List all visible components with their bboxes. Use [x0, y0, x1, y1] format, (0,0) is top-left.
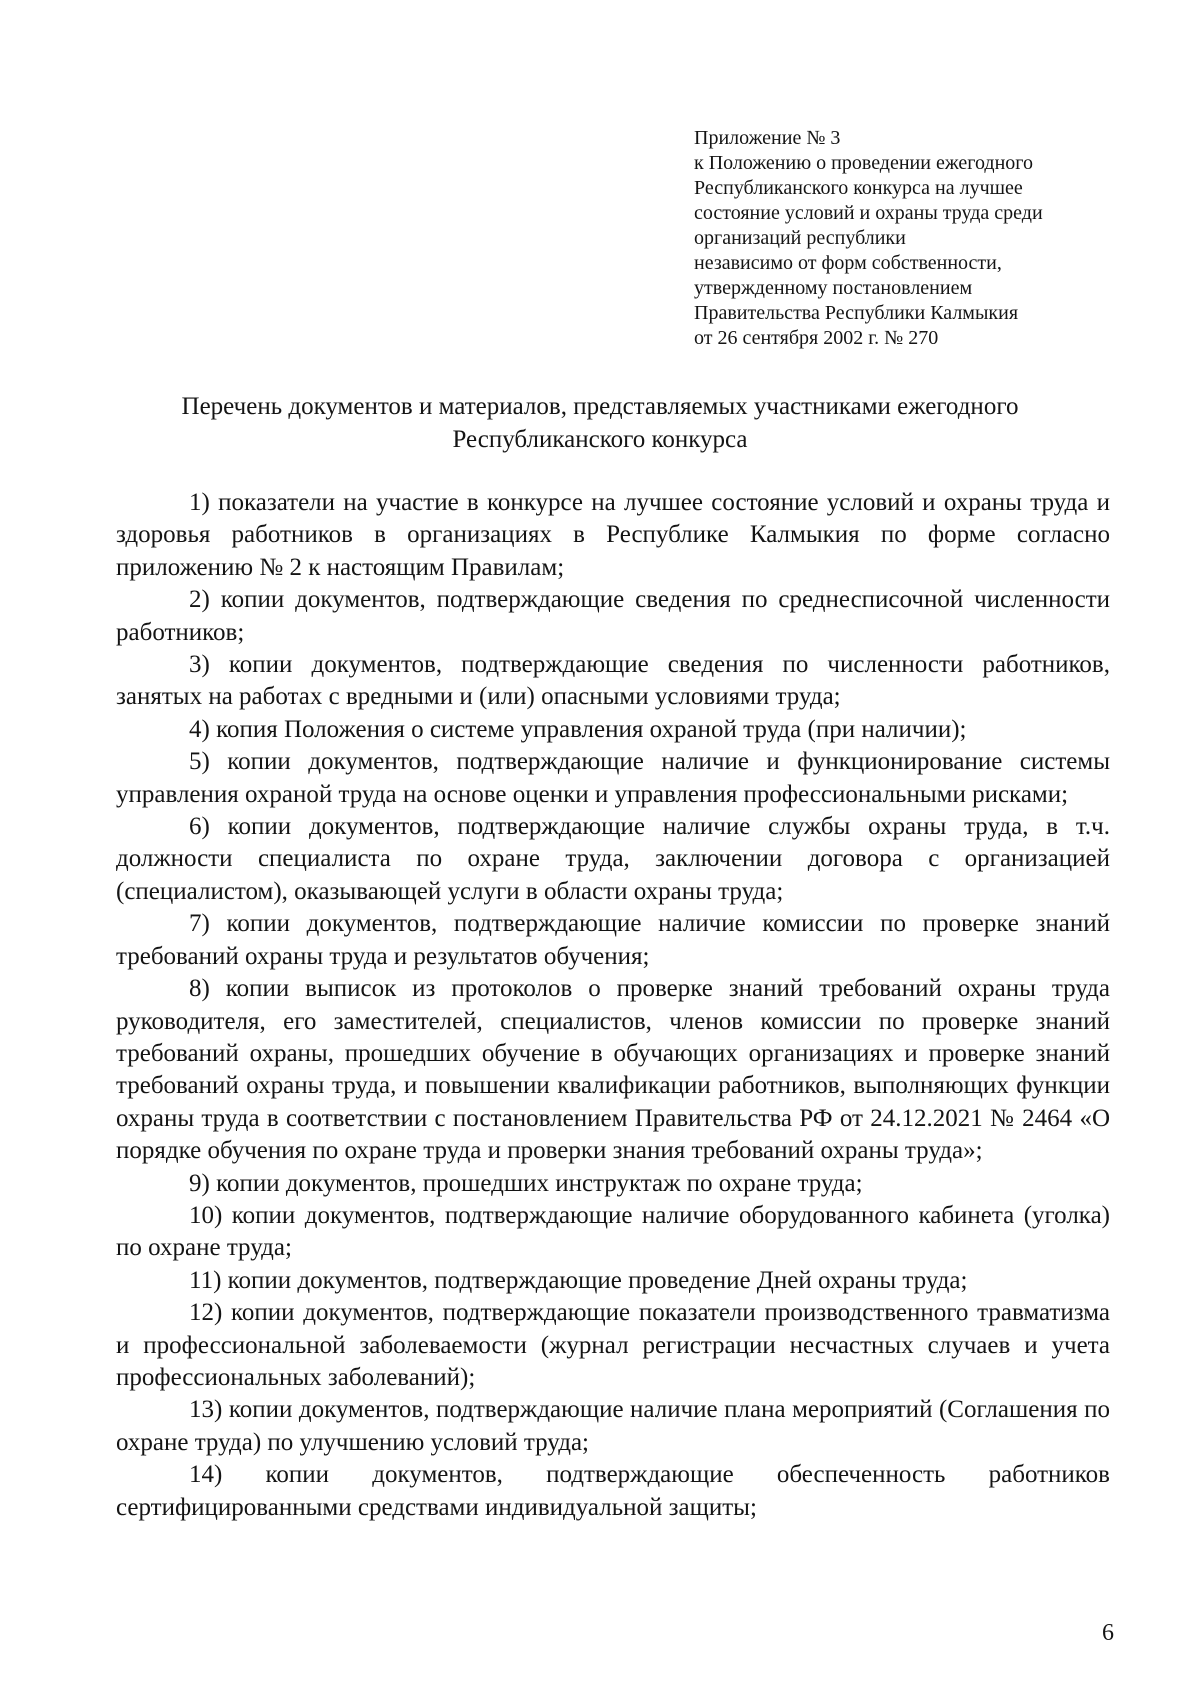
list-item: 8) копии выписок из протоколов о проверке знаний требований охраны труда руководителя, его заместителей, специалистов, членов комиссии по проверке знаний требований охраны, прошедших обучение в обучающих организациях и проверке знаний требований охраны труда, и повышении квалификации работников, выполняющих функции охраны труда в соответствии с постановлением Правительства РФ от 24.12.2021 № 2464 «О порядке обучения по охране труда и проверки знания требований охраны труда»;: [116, 975, 1110, 1165]
appendix-header: [694, 126, 1134, 351]
document-body: [116, 487, 1110, 1524]
list-item: 6) копии документов, подтверждающие наличие службы охраны труда, в т.ч. должности специалиста по охране труда, заключении договора с организацией (специалистом), оказывающей услуги в области охраны труда;: [116, 813, 1110, 905]
list-item: 13) копии документов, подтверждающие наличие плана мероприятий (Соглашения по охране труда) по улучшению условий труда;: [116, 1396, 1110, 1456]
appendix-line: независимо от форм собственности,: [694, 252, 1002, 274]
list-item: 12) копии документов, подтверждающие показатели производственного травматизма и профессиональной заболеваемости (журнал регистрации несчастных случаев и учета профессиональных заболеваний);: [116, 1299, 1110, 1391]
appendix-line: Правительства Республики Калмыкия: [694, 302, 1019, 324]
list-item: 14) копии документов, подтверждающие обеспеченность работников сертифицированными средствами индивидуальной защиты;: [116, 1461, 1110, 1521]
list-item: 7) копии документов, подтверждающие наличие комиссии по проверке знаний требований охраны труда и результатов обучения;: [116, 910, 1110, 970]
appendix-line: состояние условий и охраны труда среди: [694, 202, 1043, 224]
list-item: 9) копии документов, прошедших инструктаж по охране труда;: [189, 1169, 863, 1197]
appendix-line: Приложение № 3: [694, 127, 841, 149]
list-item: 4) копия Положения о системе управления охраной труда (при наличии);: [189, 715, 967, 743]
appendix-line: организаций республики: [694, 227, 906, 249]
list-item: 2) копии документов, подтверждающие сведения по среднесписочной численности работников;: [116, 586, 1110, 646]
list-item: 1) показатели на участие в конкурсе на лучшее состояние условий и охраны труда и здоровья работников в организациях в Республике Калмыкия по форме согласно приложению № 2 к настоящим Правилам;: [116, 489, 1110, 581]
list-item: 11) копии документов, подтверждающие проведение Дней охраны труда;: [189, 1266, 968, 1294]
appendix-line: к Положению о проведении ежегодного: [694, 152, 1033, 174]
list-item: 3) копии документов, подтверждающие сведения по численности работников, занятых на работах с вредными и (или) опасными условиями труда;: [116, 651, 1110, 711]
title-line-2: Республиканского конкурса: [452, 426, 748, 453]
title-line-1: Перечень документов и материалов, представляемых участниками ежегодного: [181, 393, 1019, 420]
appendix-line: от 26 сентября 2002 г. № 270: [694, 327, 939, 349]
appendix-line: Республиканского конкурса на лучшее: [694, 177, 1023, 199]
list-item: 5) копии документов, подтверждающие наличие и функционирование системы управления охраной труда на основе оценки и управления профессиональными рисками;: [116, 748, 1110, 808]
appendix-line: утвержденному постановлением: [694, 277, 973, 299]
list-item: 10) копии документов, подтверждающие наличие оборудованного кабинета (уголка) по охране труда;: [116, 1201, 1110, 1262]
document-title: [100, 390, 1100, 456]
page-number: 6: [1102, 1620, 1114, 1646]
